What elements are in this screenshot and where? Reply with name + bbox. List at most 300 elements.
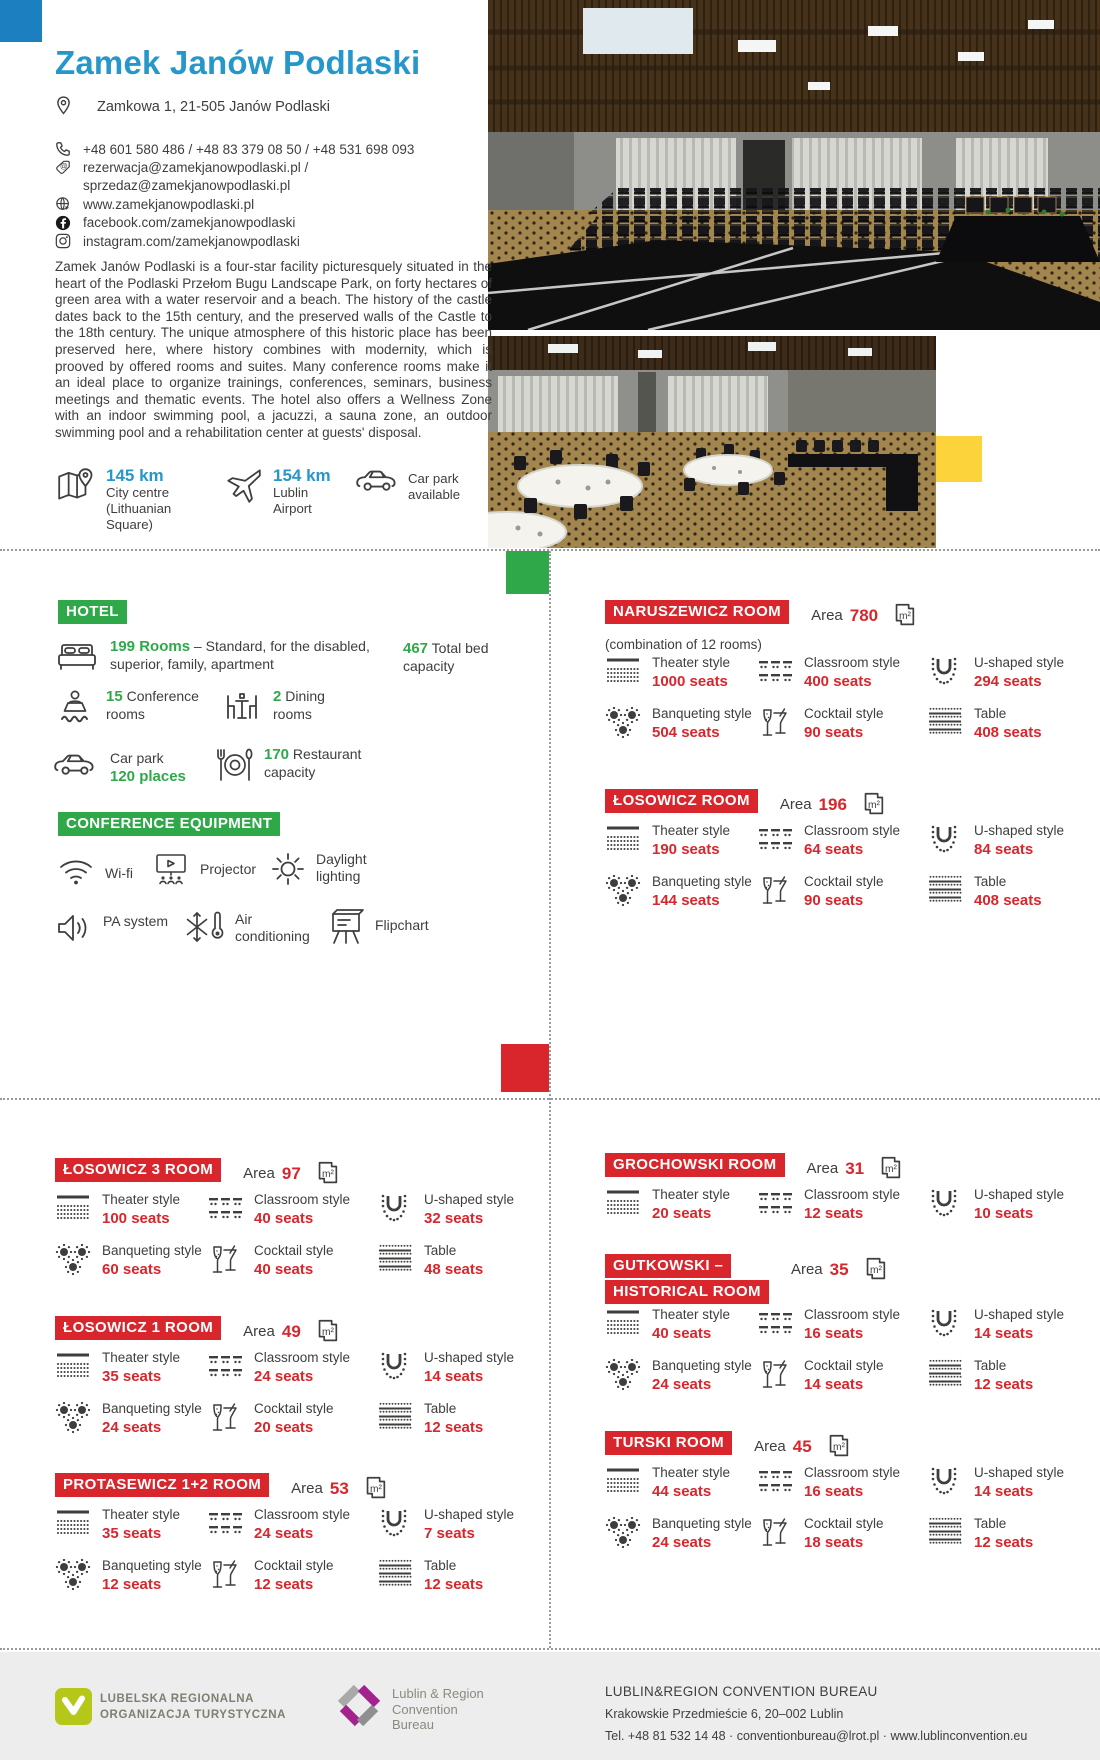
theater-style-icon: [55, 1351, 93, 1388]
stat-seats: 12 seats: [254, 1576, 314, 1593]
contact-text: facebook.com/zamekjanowpodlaski: [83, 215, 296, 231]
hotel-restaurant-fact: [213, 746, 389, 789]
room-stats-grid: [605, 1465, 1100, 1558]
room-stat: [377, 1507, 550, 1545]
room-stat: [605, 823, 757, 861]
stat-label: Banqueting style: [102, 1401, 202, 1416]
stat-label: Theater style: [102, 1507, 181, 1522]
u-shaped-style-icon: [927, 1188, 965, 1225]
lrot-line1: LUBELSKA REGIONALNA: [100, 1693, 255, 1705]
stat-seats: 294 seats: [974, 673, 1042, 690]
bed-icon: [55, 638, 99, 679]
stat-seats: 14 seats: [424, 1368, 484, 1385]
yellow-accent-square: [936, 436, 982, 482]
room-stat: [207, 1507, 377, 1545]
room-name-badge: [605, 600, 789, 624]
cocktail-style-icon: [207, 1244, 245, 1285]
stat-label: Table: [424, 1243, 457, 1258]
dotted-divider-footer: [0, 1648, 1100, 1650]
contact-row: [55, 214, 414, 232]
room-area-value: 97: [281, 1163, 301, 1183]
green-accent-square: [506, 551, 549, 594]
room-area-label: Area: [779, 796, 812, 813]
distance-text: [408, 471, 460, 503]
stat-seats: 190 seats: [652, 841, 720, 858]
square-meters-icon: [876, 1153, 904, 1184]
cocktail-style-icon: [757, 875, 795, 916]
hotel-rooms-text: [110, 638, 378, 679]
beds-detail: Total bed capacity: [403, 640, 489, 674]
projector-icon: [152, 852, 190, 891]
room-stat: [377, 1401, 550, 1443]
equip-ac: [183, 910, 310, 949]
banqueting-style-icon: [605, 875, 643, 916]
stat-label: Classroom style: [254, 1350, 351, 1365]
room-stat: [757, 1516, 927, 1558]
equip-pa: [55, 912, 169, 949]
stat-seats: 14 seats: [804, 1376, 864, 1393]
stat-label: Cocktail style: [254, 1401, 334, 1416]
room-header: [55, 1316, 550, 1347]
stat-seats: 100 seats: [102, 1210, 170, 1227]
stat-label: Theater style: [652, 655, 731, 670]
stat-seats: 12 seats: [424, 1576, 484, 1593]
svg-text:m²: m²: [885, 1164, 898, 1176]
contact-text: rezerwacja@zamekjanowpodlaski.pl /: [83, 160, 309, 176]
svg-text:m²: m²: [899, 611, 912, 623]
stat-seats: 24 seats: [652, 1534, 712, 1551]
cocktail-style-icon: [757, 1517, 795, 1558]
square-meters-icon: [361, 1473, 389, 1504]
room-stat: [927, 1307, 1100, 1345]
rooms-count: 199 Rooms: [110, 638, 191, 655]
stat-seats: 64 seats: [804, 841, 864, 858]
stat-seats: 90 seats: [804, 724, 864, 741]
banqueting-style-icon: [605, 1517, 643, 1558]
hotel-beds-fact: [403, 640, 491, 675]
location-pin-icon: [56, 96, 84, 115]
svg-text:m²: m²: [832, 1442, 845, 1454]
equip-projector: [152, 852, 256, 891]
stat-label: Table: [974, 874, 1007, 889]
table-style-icon: [927, 1517, 965, 1558]
square-meters-icon: [824, 1431, 852, 1462]
stat-seats: 12 seats: [974, 1376, 1034, 1393]
city-map-icon: [55, 466, 97, 532]
website-icon: [55, 196, 83, 212]
room-area: [807, 1153, 905, 1184]
stat-label: U-shaped style: [974, 1465, 1065, 1480]
banqueting-style-icon: [55, 1559, 93, 1600]
room-area-value: 31: [845, 1158, 865, 1178]
classroom-style-icon: [757, 1466, 795, 1503]
room-stat: [605, 655, 757, 693]
dining-detail: Dining rooms: [273, 688, 325, 722]
banqueting-style-icon: [605, 707, 643, 748]
hotel-section-badge: HOTEL: [58, 600, 127, 624]
stat-label: Cocktail style: [804, 874, 884, 889]
room-stats-grid: [605, 1307, 1100, 1400]
stat-label: Theater style: [102, 1350, 181, 1365]
room-name-badge: [55, 1158, 221, 1182]
room-stats-grid: [605, 1187, 1100, 1225]
classroom-style-icon: [757, 1188, 795, 1225]
room-card-gutkowski: [605, 1254, 1100, 1400]
room-stat: [55, 1350, 207, 1388]
room-area: [754, 1431, 852, 1462]
room-name-badge: [55, 1316, 221, 1340]
blue-corner-square: [0, 0, 42, 42]
room-header: [55, 1473, 550, 1504]
conference-hall-photo: [488, 0, 1100, 330]
air-conditioning-icon: [183, 910, 225, 949]
svg-text:m²: m²: [869, 1265, 882, 1277]
stat-seats: 504 seats: [652, 724, 720, 741]
restaurant-icon: [213, 746, 253, 789]
room-stat: [207, 1401, 377, 1443]
stat-label: U-shaped style: [424, 1507, 515, 1522]
distance-label-line: available: [408, 486, 461, 502]
room-stat: [377, 1243, 550, 1285]
u-shaped-style-icon: [927, 1466, 965, 1503]
room-stat: [757, 706, 927, 748]
cocktail-style-icon: [757, 707, 795, 748]
cocktail-style-icon: [207, 1402, 245, 1443]
stat-seats: 40 seats: [254, 1261, 314, 1278]
bureau-address: Krakowskie Przedmieście 6, 20–002 Lublin: [605, 1707, 844, 1721]
table-style-icon: [377, 1559, 415, 1600]
car-icon: [53, 750, 97, 785]
stat-label: Table: [424, 1401, 457, 1416]
stat-label: U-shaped style: [974, 655, 1065, 670]
stat-seats: 7 seats: [424, 1525, 475, 1542]
distance-text: [273, 466, 331, 517]
equip-wifi: [57, 856, 133, 891]
room-card-losowicz-3: [55, 1158, 550, 1285]
stat-label: Banqueting style: [652, 1358, 752, 1373]
stat-seats: 1000 seats: [652, 673, 728, 690]
bureau-contact: Tel. +48 81 532 14 48 · conventionbureau@lrot.pl · www.lublinconvention.eu: [605, 1729, 1028, 1743]
room-card-losowicz: [605, 789, 1100, 916]
bureau-contact-block: [605, 1684, 1027, 1743]
car-park-available: [355, 466, 460, 503]
room-stat: [605, 1307, 757, 1345]
stat-label: Banqueting style: [102, 1558, 202, 1573]
room-stats-grid: [55, 1507, 550, 1600]
flipchart-icon: [327, 908, 365, 951]
room-stat: [927, 1187, 1100, 1225]
room-stat: [927, 1516, 1100, 1558]
stat-label: Banqueting style: [652, 1516, 752, 1531]
room-name-badge-line: GUTKOWSKI –: [605, 1254, 731, 1278]
stat-label: Table: [974, 1358, 1007, 1373]
stat-seats: 40 seats: [652, 1325, 712, 1342]
square-meters-icon: [890, 600, 918, 631]
room-stat: [605, 874, 757, 916]
beds-count: 467: [403, 640, 429, 657]
stat-label: U-shaped style: [974, 1307, 1065, 1322]
stat-label: Theater style: [652, 1307, 731, 1322]
stat-seats: 44 seats: [652, 1483, 712, 1500]
stat-seats: 12 seats: [804, 1205, 864, 1222]
room-area-label: Area: [243, 1323, 275, 1340]
room-stat: [757, 1358, 927, 1400]
stat-label: Cocktail style: [804, 706, 884, 721]
stat-label: Banqueting style: [652, 874, 752, 889]
room-header: [605, 789, 1100, 820]
room-stat: [927, 706, 1100, 748]
bureau-logo-line: Convention: [392, 1701, 458, 1717]
room-area-label: Area: [754, 1438, 786, 1455]
room-area: [243, 1316, 341, 1347]
stat-seats: 24 seats: [102, 1419, 162, 1436]
room-name-badge-line: PROTASEWICZ 1+2 ROOM: [55, 1473, 269, 1497]
room-stats-grid: [605, 823, 1100, 916]
room-name-badge: [605, 789, 758, 813]
room-stat: [927, 1358, 1100, 1400]
stat-label: Cocktail style: [804, 1516, 884, 1531]
room-stat: [757, 1187, 927, 1225]
room-name-badge-line: ŁOSOWICZ 3 ROOM: [55, 1158, 221, 1182]
theater-style-icon: [55, 1193, 93, 1230]
theater-style-icon: [605, 1308, 643, 1345]
room-stat: [927, 1465, 1100, 1503]
stat-seats: 12 seats: [974, 1534, 1034, 1551]
theater-style-icon: [55, 1508, 93, 1545]
contact-row: [55, 177, 414, 195]
contact-text: +48 601 580 486 / +48 83 379 08 50 / +48 531 698 093: [83, 141, 415, 157]
cocktail-style-icon: [207, 1559, 245, 1600]
room-name-badge-line: TURSKI ROOM: [605, 1431, 732, 1455]
room-stats-grid: [55, 1350, 550, 1443]
lrot-logo-text: [100, 1692, 286, 1723]
airplane-icon: [222, 466, 264, 517]
u-shaped-style-icon: [927, 824, 965, 861]
room-area: [780, 789, 887, 820]
stat-seats: 20 seats: [254, 1419, 314, 1436]
stat-seats: 35 seats: [102, 1368, 162, 1385]
room-stat: [605, 706, 757, 748]
room-stat: [605, 1465, 757, 1503]
room-card-grochowski: [605, 1153, 1100, 1225]
distance-airport: [222, 466, 331, 517]
equipment-label: Daylight lighting: [316, 851, 367, 884]
stat-seats: 18 seats: [804, 1534, 864, 1551]
description-paragraph: Zamek Janów Podlaski is a four-star facility picturesquely situated in the heart of the Podlaski Przełom Bugu Landscape Park, on forty hectares of green area with a water reservoir and a beach. The history of the castle dates back to the 15th century, and the preserved walls of the Castle to the 18th century. The unique atmosphere of this historic place has been preserved here, where history combines with modernity, which is prooved by offered rooms and suites. Many conference rooms make it an ideal place to organize trainings, conferences, seminars, business meetings and thematic events. The hotel also offers a Wellness Zone with an indoor swimming pool, a jacuzzi, a sauna zone, an outdoor swimming pool and a rehabilitation center at guests' disposal.: [55, 259, 492, 440]
room-area-label: Area: [243, 1165, 275, 1182]
contact-row: [55, 232, 414, 250]
stat-seats: 32 seats: [424, 1210, 484, 1227]
room-stat: [757, 874, 927, 916]
room-area-label: Area: [291, 1480, 323, 1497]
room-stat: [605, 1358, 757, 1400]
stat-seats: 35 seats: [102, 1525, 162, 1542]
room-stat: [55, 1558, 207, 1600]
room-area-value: 35: [829, 1259, 849, 1279]
conference-room-icon: [55, 688, 95, 731]
room-name-badge-line: NARUSZEWICZ ROOM: [605, 600, 789, 624]
room-stats-grid: [605, 655, 1100, 748]
stat-label: U-shaped style: [974, 823, 1065, 838]
dining-count: 2: [273, 688, 282, 705]
banqueting-style-icon: [55, 1244, 93, 1285]
banqueting-style-icon: [605, 1359, 643, 1400]
convention-bureau-logo-text: [392, 1686, 484, 1733]
room-area: [291, 1473, 389, 1504]
stat-label: Classroom style: [254, 1192, 351, 1207]
room-stat: [207, 1558, 377, 1600]
room-name-badge-line: ŁOSOWICZ ROOM: [605, 789, 758, 813]
room-stat: [55, 1401, 207, 1443]
svg-text:m²: m²: [321, 1327, 334, 1339]
room-name-badge-line: GROCHOWSKI ROOM: [605, 1153, 785, 1177]
classroom-style-icon: [207, 1193, 245, 1230]
room-card-naruszewicz: [605, 600, 1100, 748]
stat-seats: 16 seats: [804, 1483, 864, 1500]
distance-label-line: (Lithuanian: [106, 500, 172, 516]
contact-row: [55, 158, 414, 176]
stat-label: Cocktail style: [254, 1558, 334, 1573]
room-stat: [55, 1192, 207, 1230]
contact-text: www.zamekjanowpodlaski.pl: [83, 196, 255, 212]
stat-label: U-shaped style: [424, 1192, 515, 1207]
stat-seats: 90 seats: [804, 892, 864, 909]
bureau-logo-line: Bureau: [392, 1717, 434, 1732]
room-area-value: 53: [329, 1478, 349, 1498]
stat-seats: 12 seats: [424, 1419, 484, 1436]
stat-label: Classroom style: [804, 1187, 901, 1202]
stat-label: Banqueting style: [102, 1243, 202, 1258]
stat-seats: 24 seats: [254, 1368, 314, 1385]
room-area: [243, 1158, 341, 1189]
svg-text:m²: m²: [867, 800, 880, 812]
room-stat: [377, 1192, 550, 1230]
room-area-value: 780: [849, 605, 879, 625]
stat-seats: 14 seats: [974, 1483, 1034, 1500]
room-card-losowicz-1: [55, 1316, 550, 1443]
table-style-icon: [927, 707, 965, 748]
distance-label-line: Airport: [273, 500, 312, 516]
stat-seats: 60 seats: [102, 1261, 162, 1278]
room-stat: [927, 823, 1100, 861]
svg-text:m²: m²: [321, 1169, 334, 1181]
room-header: [605, 1153, 1100, 1184]
u-shaped-style-icon: [927, 1308, 965, 1345]
carpark-count: 120 places: [110, 767, 186, 785]
stat-seats: 14 seats: [974, 1325, 1034, 1342]
stat-seats: 10 seats: [974, 1205, 1034, 1222]
stat-seats: 408 seats: [974, 724, 1042, 741]
svg-text:@: @: [60, 161, 68, 171]
room-area-value: 45: [792, 1436, 812, 1456]
stat-label: Classroom style: [804, 1307, 901, 1322]
restaurant-detail: Restaurant capacity: [264, 746, 362, 780]
svg-text:m²: m²: [369, 1484, 382, 1496]
banquet-hall-photo: [488, 336, 936, 548]
room-header: [605, 600, 1100, 631]
conference-detail: Conference rooms: [106, 688, 199, 722]
stat-label: Cocktail style: [804, 1358, 884, 1373]
room-header: [55, 1158, 550, 1189]
room-stat: [55, 1243, 207, 1285]
room-stat: [377, 1558, 550, 1600]
stat-seats: 20 seats: [652, 1205, 712, 1222]
stat-label: Table: [424, 1558, 457, 1573]
room-name-badge: [605, 1254, 769, 1304]
room-name-badge: [605, 1153, 785, 1177]
room-stat: [55, 1507, 207, 1545]
red-accent-square: [501, 1044, 549, 1092]
classroom-style-icon: [757, 1308, 795, 1345]
room-area-label: Area: [806, 1160, 839, 1177]
room-header: [605, 1431, 1100, 1462]
conference-count: 15: [106, 688, 123, 705]
room-card-protasewicz: [55, 1473, 550, 1600]
stat-label: Cocktail style: [254, 1243, 334, 1258]
room-stat: [927, 655, 1100, 693]
table-style-icon: [377, 1244, 415, 1285]
stat-seats: 16 seats: [804, 1325, 864, 1342]
stat-label: Banqueting style: [652, 706, 752, 721]
cocktail-style-icon: [757, 1359, 795, 1400]
stat-label: Theater style: [652, 823, 731, 838]
theater-style-icon: [605, 1188, 643, 1225]
hotel-dining-fact: [222, 688, 358, 729]
room-stat: [605, 1187, 757, 1225]
square-meters-icon: [859, 789, 887, 820]
distance-label-line: Car park: [408, 471, 459, 486]
room-header: [605, 1254, 1100, 1304]
room-stat: [207, 1243, 377, 1285]
room-area-value: 196: [818, 794, 847, 814]
square-meters-icon: [861, 1254, 889, 1285]
room-name-badge-line: HISTORICAL ROOM: [605, 1280, 769, 1304]
room-area: [791, 1254, 889, 1285]
equipment-label: Projector: [200, 861, 257, 877]
contact-row: [55, 195, 414, 213]
room-stat: [757, 655, 927, 693]
stat-seats: 24 seats: [254, 1525, 314, 1542]
theater-style-icon: [605, 656, 643, 693]
contact-text: sprzedaz@zamekjanowpodlaski.pl: [83, 178, 291, 194]
room-area-label: Area: [811, 607, 843, 624]
classroom-style-icon: [207, 1508, 245, 1545]
equipment-label: PA system: [103, 913, 169, 929]
room-subtitle: (combination of 12 rooms): [605, 637, 762, 652]
room-stat: [757, 1307, 927, 1345]
table-style-icon: [927, 1359, 965, 1400]
room-stat: [207, 1192, 377, 1230]
room-stats-grid: [55, 1192, 550, 1285]
u-shaped-style-icon: [377, 1351, 415, 1388]
hotel-rooms-fact: [55, 638, 378, 679]
room-name-badge: [605, 1431, 732, 1455]
room-name-badge: [55, 1473, 269, 1497]
classroom-style-icon: [207, 1351, 245, 1388]
lrot-logo: [55, 1688, 92, 1730]
classroom-style-icon: [757, 824, 795, 861]
address-row: [56, 96, 330, 115]
room-stat: [207, 1350, 377, 1388]
stat-seats: 400 seats: [804, 673, 872, 690]
stat-label: Classroom style: [804, 655, 901, 670]
stat-label: Theater style: [102, 1192, 181, 1207]
phone-icon: [55, 141, 83, 157]
page-title: Zamek Janów Podlaski: [55, 44, 421, 81]
u-shaped-style-icon: [377, 1193, 415, 1230]
instagram-icon: [55, 233, 83, 249]
convention-bureau-logo: [337, 1682, 381, 1735]
